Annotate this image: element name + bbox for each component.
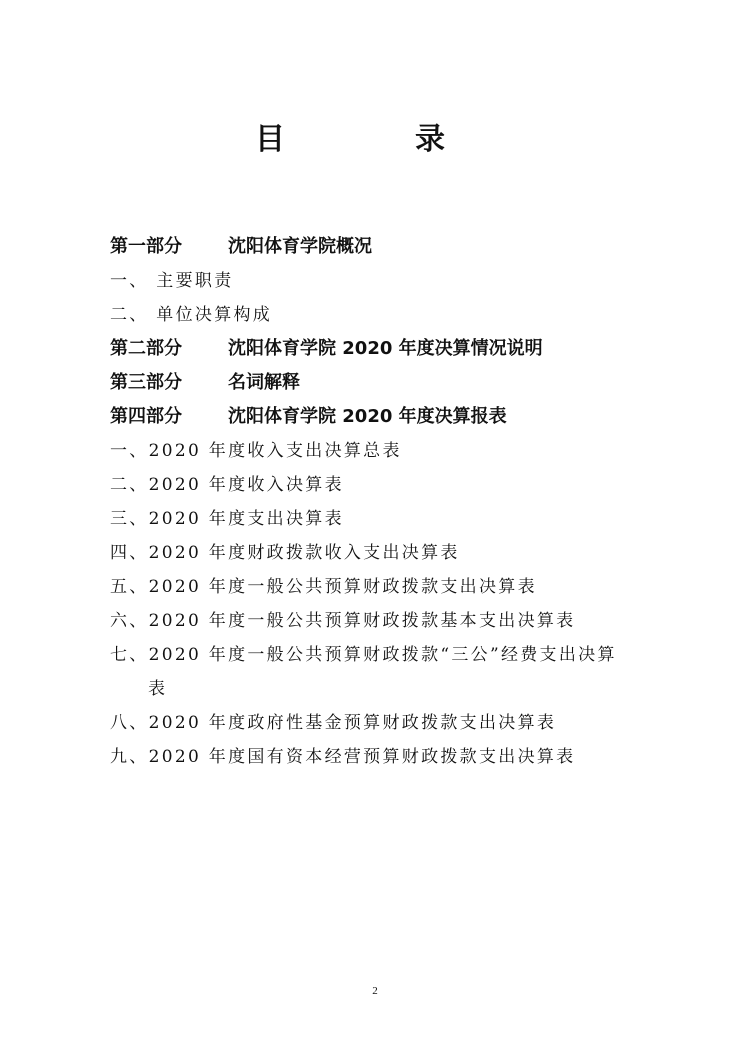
- toc-part-label: 第四部分: [110, 406, 182, 427]
- toc-item[interactable]: 三、2020 年度支出决算表: [110, 509, 344, 529]
- toc-part-3[interactable]: [110, 366, 670, 400]
- page-number: 2: [372, 985, 378, 997]
- toc-part-label: 第二部分: [110, 338, 182, 359]
- toc-item[interactable]: 二、2020 年度收入决算表: [110, 475, 344, 495]
- toc-part-text: 名词解释: [228, 372, 300, 393]
- toc-part-4[interactable]: [110, 400, 670, 434]
- page-title: 目 录: [255, 122, 495, 157]
- toc-item[interactable]: 一、2020 年度收入支出决算总表: [110, 441, 402, 461]
- toc-part-label: 第一部分: [110, 236, 182, 257]
- toc-item[interactable]: 九、2020 年度国有资本经营预算财政拨款支出决算表: [110, 747, 576, 767]
- toc-part-label: 第三部分: [110, 372, 182, 393]
- toc-item[interactable]: 六、2020 年度一般公共预算财政拨款基本支出决算表: [110, 611, 576, 631]
- table-of-contents: [110, 230, 670, 774]
- toc-part-text: 沈阳体育学院 2020 年度决算报表: [228, 406, 507, 427]
- toc-item[interactable]: 五、2020 年度一般公共预算财政拨款支出决算表: [110, 577, 537, 597]
- toc-part-text: 沈阳体育学院 2020 年度决算情况说明: [228, 338, 543, 359]
- toc-item[interactable]: 八、2020 年度政府性基金预算财政拨款支出决算表: [110, 713, 557, 733]
- toc-item-continuation[interactable]: 表: [148, 679, 168, 699]
- toc-item[interactable]: 二、 单位决算构成: [110, 305, 273, 325]
- toc-item[interactable]: 四、2020 年度财政拨款收入支出决算表: [110, 543, 460, 563]
- toc-item[interactable]: 一、 主要职责: [110, 271, 234, 291]
- toc-part-1[interactable]: [110, 230, 670, 264]
- toc-part-2[interactable]: [110, 332, 670, 366]
- toc-part-text: 沈阳体育学院概况: [228, 236, 372, 257]
- toc-item[interactable]: 七、2020 年度一般公共预算财政拨款“三公”经费支出决算: [110, 645, 617, 665]
